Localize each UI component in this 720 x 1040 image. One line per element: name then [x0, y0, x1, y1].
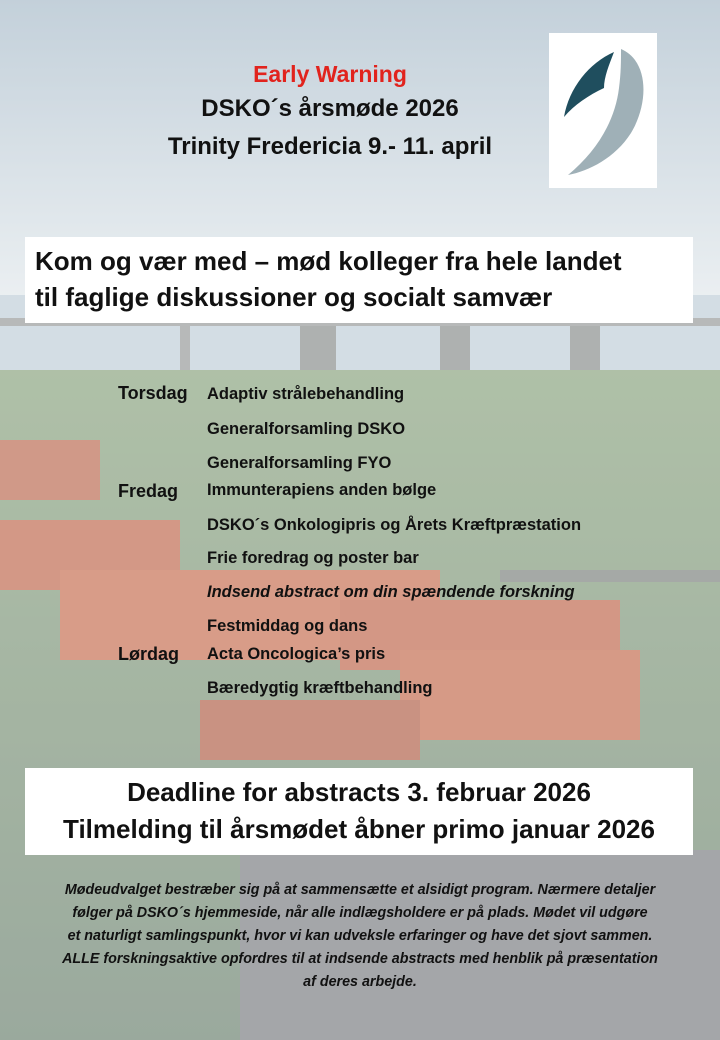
program-item: Festmiddag og dans	[207, 617, 368, 635]
program-item: Bæredygtig kræftbehandling	[207, 679, 433, 697]
program-item: Frie foredrag og poster bar	[207, 549, 419, 567]
footer-line: et naturligt samlingspunkt, hvor vi kan udveksle erfaringer og have det sjovt sammen.	[67, 928, 653, 944]
event-header	[120, 58, 540, 166]
footer-line: ALLE forskningsaktive opfordres til at indsende abstracts med henblik på præsentation	[62, 951, 658, 967]
deadline-box	[25, 768, 693, 855]
program-item: Immunterapiens anden bølge	[207, 481, 437, 499]
invitation-line-2: til faglige diskussioner og socialt samvær	[35, 282, 553, 312]
early-warning-label: Early Warning	[253, 61, 407, 87]
program-item: Generalforsamling FYO	[207, 454, 392, 472]
footer-text	[14, 879, 706, 994]
invitation-line-1: Kom og vær med – mød kolleger fra hele landet	[35, 246, 622, 276]
day-thursday: Torsdag	[118, 383, 188, 403]
program-item: Generalforsamling DSKO	[207, 420, 406, 438]
deadline-line-2: Tilmelding til årsmødet åbner primo januar 2026	[63, 814, 655, 844]
program-item: Acta Oncologica’s pris	[207, 645, 386, 663]
day-friday: Fredag	[118, 481, 179, 501]
day-saturday: Lørdag	[118, 644, 179, 664]
footer-line: Mødeudvalget bestræber sig på at sammensætte et alsidigt program. Nærmere detaljer	[64, 882, 656, 898]
program-item: DSKO´s Onkologipris og Årets Kræftpræstation	[207, 516, 582, 534]
program-item: Adaptiv strålebehandling	[207, 385, 405, 403]
logo-dark-swoosh	[564, 52, 614, 117]
footer-line: følger på DSKO´s hjemmeside, når alle indlægsholdere er på plads. Mødet vil udgøre	[72, 905, 648, 921]
deadline-line-1: Deadline for abstracts 3. februar 2026	[127, 777, 591, 807]
dsko-logo	[549, 33, 657, 188]
event-title: DSKO´s årsmøde 2026	[201, 95, 459, 122]
footer-line: af deres arbejde.	[303, 974, 417, 990]
event-venue-dates: Trinity Fredericia 9.- 11. april	[167, 133, 493, 160]
program-item-abstract-call: Indsend abstract om din spændende forskning	[207, 583, 575, 601]
invitation-box	[25, 237, 693, 323]
